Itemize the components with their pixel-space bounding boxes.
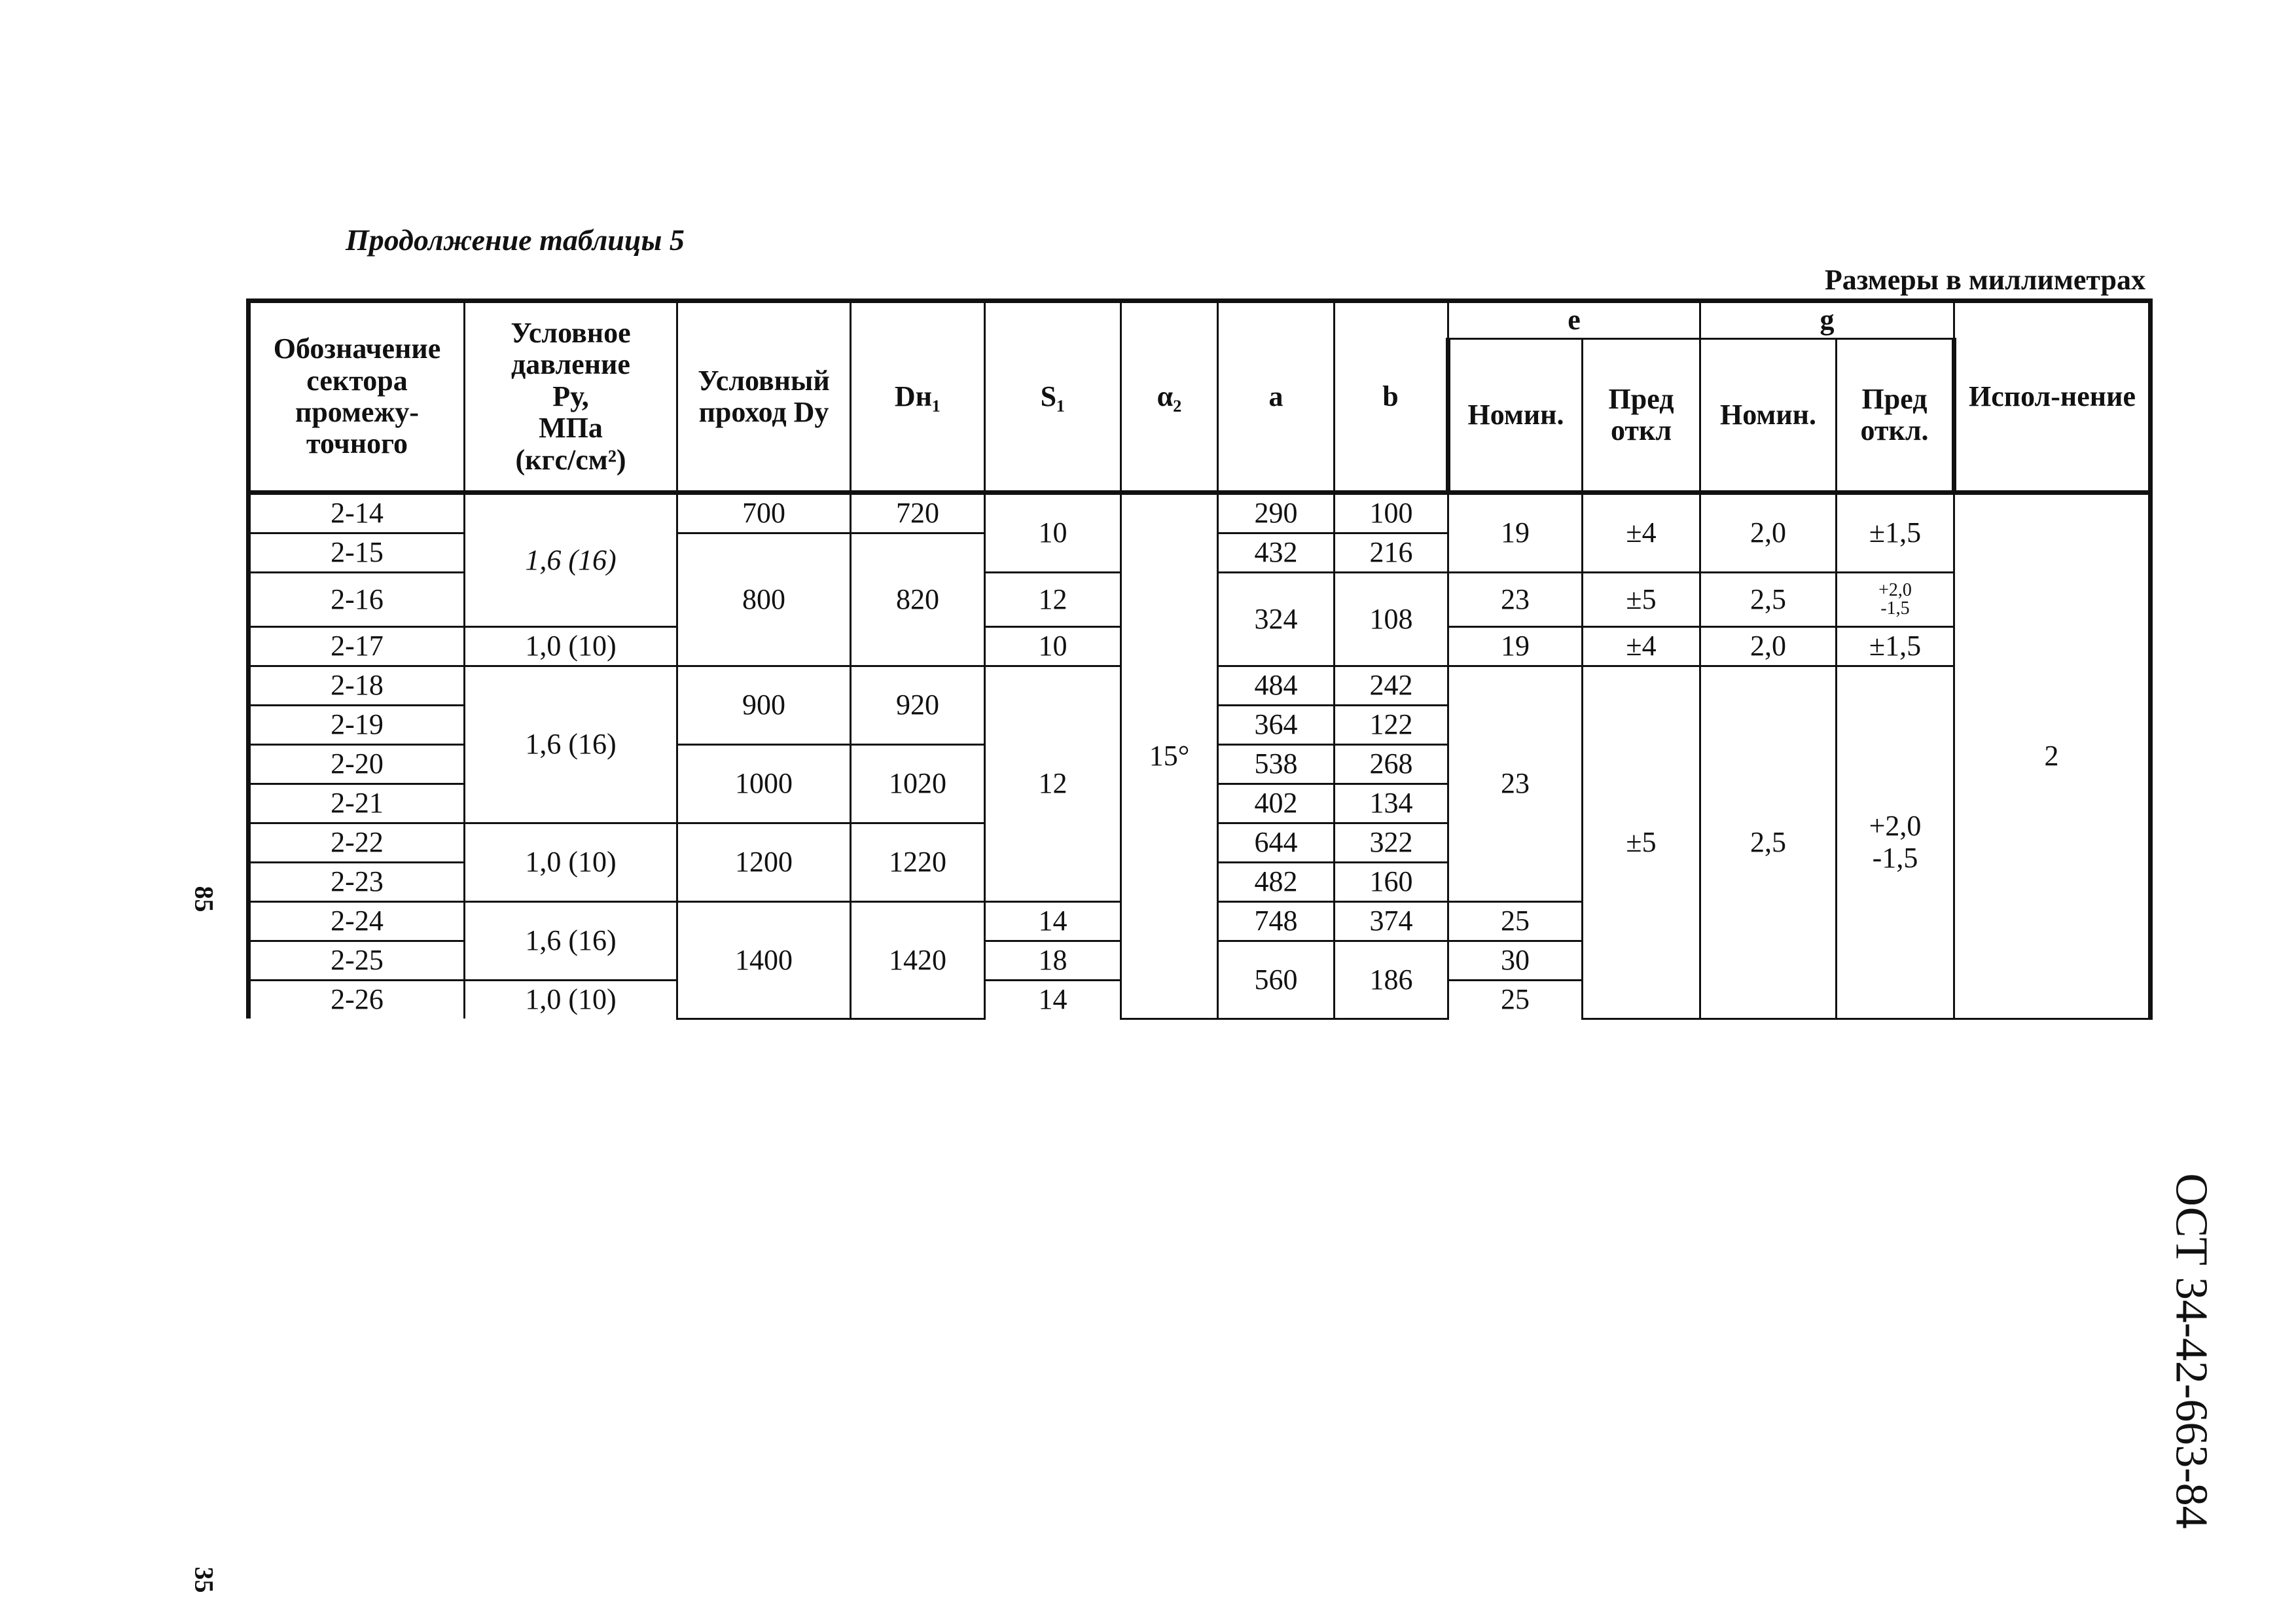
cell-designation: 2-20 [249,745,465,784]
cell-s1: 10 [985,627,1121,666]
page-number-lower: 35 [189,1566,219,1593]
header-dn: Dн₁ [851,301,985,493]
cell-s1: 14 [985,981,1121,1019]
cell-dy: 1000 [677,745,851,823]
cell-e-nom: 30 [1448,941,1583,981]
cell-designation: 2-23 [249,863,465,902]
cell-a: 482 [1218,863,1335,902]
cell-b: 374 [1335,902,1448,941]
cell-designation: 2-24 [249,902,465,941]
cell-g-nom: 2,5 [1700,666,1837,1019]
cell-e-nom: 23 [1448,573,1583,627]
header-version: Испол-нение [1954,301,2151,493]
cell-b: 160 [1335,863,1448,902]
cell-s1: 12 [985,666,1121,902]
cell-alpha: 15° [1121,493,1218,1019]
cell-a: 402 [1218,784,1335,823]
header-g: g [1700,301,1954,339]
cell-a: 484 [1218,666,1335,706]
cell-dy: 1200 [677,823,851,902]
cell-a: 290 [1218,493,1335,533]
cell-dn: 1220 [851,823,985,902]
header-s1: S₁ [985,301,1121,493]
cell-e-dev: ±5 [1583,573,1700,627]
cell-dn: 1420 [851,902,985,1019]
cell-pressure: 1,0 (10) [465,823,677,902]
cell-dy: 900 [677,666,851,745]
header-designation: Обозначение сектора промежу-точного [249,301,465,493]
cell-designation: 2-17 [249,627,465,666]
cell-g-dev: ±1,5 [1837,493,1954,573]
cell-dy: 700 [677,493,851,533]
cell-e-nom: 23 [1448,666,1583,902]
cell-b: 122 [1335,706,1448,745]
header-e: e [1448,301,1700,339]
cell-pressure: 1,6 (16) [465,902,677,981]
header-e-nom: Номин. [1448,339,1583,493]
cell-b: 268 [1335,745,1448,784]
table-caption: Продолжение таблицы 5 [346,223,685,257]
cell-b: 134 [1335,784,1448,823]
header-pressure: Условное давление Ру, МПа (кгс/см²) [465,301,677,493]
cell-g-dev: +2,0 -1,5 [1837,666,1954,1019]
cell-pressure: 1,0 (10) [465,627,677,666]
cell-a: 432 [1218,533,1335,573]
cell-designation: 2-16 [249,573,465,627]
cell-designation: 2-15 [249,533,465,573]
header-a: a [1218,301,1335,493]
cell-version: 2 [1954,493,2151,1019]
sector-table [246,298,2153,1020]
header-alpha: α₂ [1121,301,1218,493]
cell-dn: 720 [851,493,985,533]
cell-dn: 920 [851,666,985,745]
header-e-dev: Пред откл [1583,339,1700,493]
cell-designation: 2-19 [249,706,465,745]
cell-s1: 10 [985,493,1121,573]
cell-g-nom: 2,5 [1700,573,1837,627]
cell-dy: 1400 [677,902,851,1019]
cell-e-nom: 25 [1448,902,1583,941]
cell-g-nom: 2,0 [1700,493,1837,573]
cell-a: 748 [1218,902,1335,941]
cell-designation: 2-21 [249,784,465,823]
cell-b: 108 [1335,573,1448,666]
cell-b: 216 [1335,533,1448,573]
header-g-nom: Номин. [1700,339,1837,493]
cell-s1: 18 [985,941,1121,981]
cell-e-dev: ±5 [1583,666,1700,1019]
document-code: ОСТ 34-42-663-84 [2166,1173,2217,1529]
cell-e-dev: ±4 [1583,493,1700,573]
cell-s1: 12 [985,573,1121,627]
cell-b: 186 [1335,941,1448,1019]
cell-b: 322 [1335,823,1448,863]
cell-designation: 2-14 [249,493,465,533]
units-note: Размеры в миллиметрах [1824,264,2145,296]
cell-e-dev: ±4 [1583,627,1700,666]
cell-pressure: 1,6 (16) [465,666,677,823]
cell-designation: 2-22 [249,823,465,863]
cell-g-dev: ±1,5 [1837,627,1954,666]
cell-a: 644 [1218,823,1335,863]
cell-a: 560 [1218,941,1335,1019]
header-b: b [1335,301,1448,493]
page-number-upper: 85 [189,886,219,912]
cell-e-nom: 19 [1448,627,1583,666]
cell-pressure: 1,0 (10) [465,981,677,1019]
cell-e-nom: 25 [1448,981,1583,1019]
cell-b: 100 [1335,493,1448,533]
cell-a: 324 [1218,573,1335,666]
header-passage: Условный проход Dу [677,301,851,493]
cell-dn: 820 [851,533,985,666]
cell-designation: 2-18 [249,666,465,706]
cell-designation: 2-26 [249,981,465,1019]
cell-pressure: 1,6 (16) [465,493,677,627]
cell-dy: 800 [677,533,851,666]
cell-dn: 1020 [851,745,985,823]
cell-designation: 2-25 [249,941,465,981]
cell-a: 538 [1218,745,1335,784]
cell-g-dev: +2,0 -1,5 [1837,573,1954,627]
cell-e-nom: 19 [1448,493,1583,573]
header-g-dev: Пред откл. [1837,339,1954,493]
cell-s1: 14 [985,902,1121,941]
cell-g-nom: 2,0 [1700,627,1837,666]
cell-a: 364 [1218,706,1335,745]
cell-b: 242 [1335,666,1448,706]
